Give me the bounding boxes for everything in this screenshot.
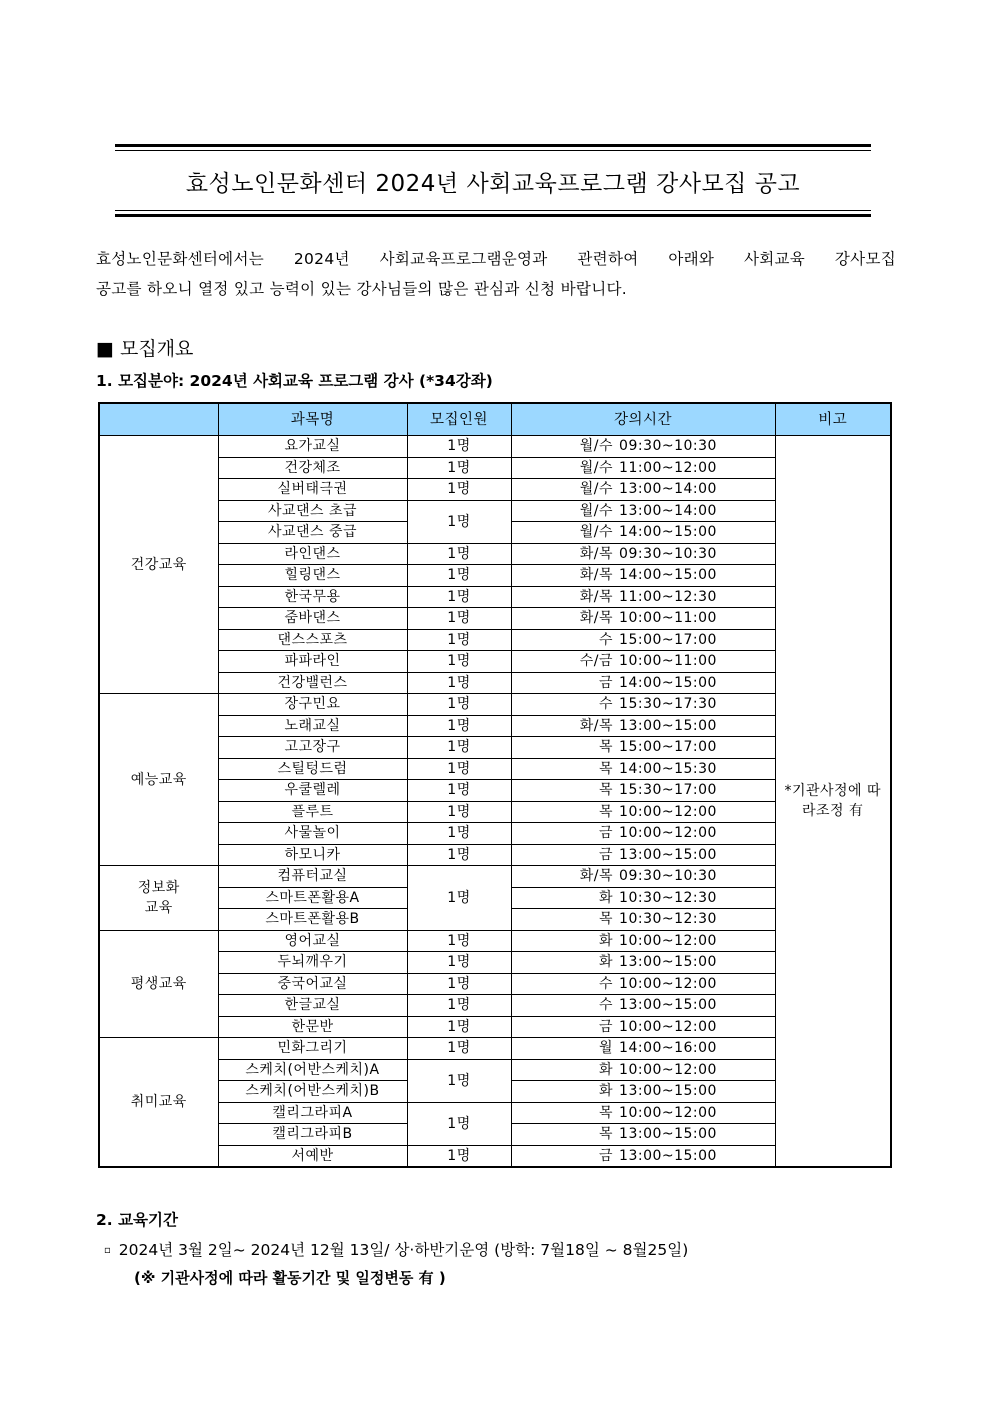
time-cell — [511, 1145, 775, 1167]
time-cell — [511, 1124, 775, 1146]
header-count: 모집인원 — [407, 403, 511, 436]
subject-cell: 스케치(어반스케치)A — [218, 1059, 407, 1081]
subject-cell: 힐링댄스 — [218, 565, 407, 587]
subject-cell: 하모니카 — [218, 844, 407, 866]
count-cell: 1명 — [407, 479, 511, 501]
subject-cell: 중국어교실 — [218, 973, 407, 995]
subject-cell: 민화그리기 — [218, 1038, 407, 1060]
time-day: 월/수 — [579, 481, 614, 498]
time-range: 10:30~12:30 — [619, 889, 717, 906]
count-cell: 1명 — [407, 844, 511, 866]
time-day: 목 — [599, 1104, 614, 1121]
count-cell: 1명 — [407, 608, 511, 630]
count-cell: 1명 — [407, 952, 511, 974]
time-day: 수/금 — [579, 653, 614, 670]
subject-cell: 스틸텅드럼 — [218, 758, 407, 780]
time-cell — [511, 909, 775, 931]
time-day: 금 — [599, 674, 614, 691]
header-note: 비고 — [775, 403, 891, 436]
subject-cell: 스마트폰활용B — [218, 909, 407, 931]
subject-cell: 스케치(어반스케치)B — [218, 1081, 407, 1103]
subject-cell: 캘리그라피B — [218, 1124, 407, 1146]
time-day: 목 — [599, 739, 614, 756]
time-day: 금 — [599, 825, 614, 842]
table-row — [99, 565, 891, 587]
category-cell: 건강교육 — [99, 436, 218, 694]
time-day: 수 — [599, 631, 614, 648]
subject-cell: 사교댄스 초급 — [218, 500, 407, 522]
subject-cell: 영어교실 — [218, 930, 407, 952]
subject-cell: 서예반 — [218, 1145, 407, 1167]
table-row — [99, 1145, 891, 1167]
subject-cell: 캘리그라피A — [218, 1102, 407, 1124]
category-cell: 평생교육 — [99, 930, 218, 1038]
time-range: 15:30~17:00 — [619, 782, 717, 799]
count-cell: 1명 — [407, 1059, 511, 1102]
time-cell — [511, 973, 775, 995]
time-cell — [511, 565, 775, 587]
table-row — [99, 930, 891, 952]
time-cell — [511, 436, 775, 458]
count-cell: 1명 — [407, 500, 511, 543]
time-range: 10:00~12:00 — [619, 932, 717, 949]
time-day: 화 — [599, 1061, 614, 1078]
time-day: 월/수 — [579, 524, 614, 541]
count-cell: 1명 — [407, 1102, 511, 1145]
time-range: 10:00~12:00 — [619, 1061, 717, 1078]
subject-cell: 건강체조 — [218, 457, 407, 479]
time-day: 금 — [599, 1018, 614, 1035]
subject-cell: 컴퓨터교실 — [218, 866, 407, 888]
table-row — [99, 457, 891, 479]
time-cell — [511, 1016, 775, 1038]
subject-cell: 사교댄스 중급 — [218, 522, 407, 544]
table-row — [99, 758, 891, 780]
time-range: 13:00~14:00 — [619, 502, 717, 519]
subject-cell: 댄스스포츠 — [218, 629, 407, 651]
subject-cell: 우쿨렐레 — [218, 780, 407, 802]
time-day: 수 — [599, 696, 614, 713]
time-range: 11:00~12:30 — [619, 588, 717, 605]
time-cell — [511, 715, 775, 737]
time-range: 13:00~15:00 — [619, 954, 717, 971]
time-cell — [511, 995, 775, 1017]
intro-line-2: 공고를 하오니 열정 있고 능력이 있는 강사님들의 많은 관심과 신청 바랍니다. — [96, 280, 627, 298]
table-row — [99, 500, 891, 522]
title-rule-top-thin — [115, 150, 871, 151]
subject-cell: 두뇌깨우기 — [218, 952, 407, 974]
schedule-table — [98, 402, 892, 1168]
time-cell — [511, 608, 775, 630]
time-range: 14:00~15:30 — [619, 760, 717, 777]
time-day: 금 — [599, 846, 614, 863]
subject-cell: 실버태극권 — [218, 479, 407, 501]
subject-cell: 건강밸런스 — [218, 672, 407, 694]
count-cell: 1명 — [407, 737, 511, 759]
time-day: 월/수 — [579, 438, 614, 455]
table-row — [99, 844, 891, 866]
time-range: 13:00~15:00 — [619, 717, 717, 734]
time-cell — [511, 758, 775, 780]
time-range: 14:00~16:00 — [619, 1040, 717, 1057]
time-range: 09:30~10:30 — [619, 868, 717, 885]
period-heading: 2. 교육기간 — [96, 1211, 178, 1229]
title-rule-bottom-thin — [115, 210, 871, 211]
table-row — [99, 1059, 891, 1081]
table-row — [99, 995, 891, 1017]
time-range: 13:00~15:00 — [619, 846, 717, 863]
table-row — [99, 1038, 891, 1060]
table-row — [99, 973, 891, 995]
category-cell: 정보화 교육 — [99, 866, 218, 931]
period-notice: (※ 기관사정에 따라 활동기간 및 일정변동 有 ) — [134, 1269, 446, 1287]
time-day: 목 — [599, 803, 614, 820]
time-range: 13:00~14:00 — [619, 481, 717, 498]
count-cell: 1명 — [407, 780, 511, 802]
square-bullet-icon: ■ — [96, 338, 114, 360]
time-day: 수 — [599, 997, 614, 1014]
time-range: 10:30~12:30 — [619, 911, 717, 928]
section-title: 모집개요 — [120, 338, 194, 360]
subject-cell: 고고장구 — [218, 737, 407, 759]
table-row — [99, 1016, 891, 1038]
time-cell — [511, 1102, 775, 1124]
count-cell: 1명 — [407, 930, 511, 952]
time-range: 09:30~10:30 — [619, 438, 717, 455]
count-cell: 1명 — [407, 1016, 511, 1038]
time-range: 09:30~10:30 — [619, 545, 717, 562]
table-row — [99, 436, 891, 458]
time-day: 화/목 — [579, 588, 614, 605]
count-cell: 1명 — [407, 543, 511, 565]
table-row — [99, 866, 891, 888]
table-row — [99, 737, 891, 759]
table-row — [99, 715, 891, 737]
table-row — [99, 651, 891, 673]
time-cell — [511, 801, 775, 823]
time-range: 15:00~17:00 — [619, 631, 717, 648]
page-title: 효성노인문화센터 2024년 사회교육프로그램 강사모집 공고 — [185, 171, 801, 197]
time-cell — [511, 672, 775, 694]
count-cell: 1명 — [407, 565, 511, 587]
time-cell — [511, 952, 775, 974]
period-line — [104, 1238, 688, 1260]
subject-cell: 줌바댄스 — [218, 608, 407, 630]
subject-cell: 한글교실 — [218, 995, 407, 1017]
table-row — [99, 543, 891, 565]
time-range: 15:30~17:30 — [619, 696, 717, 713]
time-day: 화 — [599, 889, 614, 906]
time-day: 화 — [599, 954, 614, 971]
time-range: 13:00~15:00 — [619, 997, 717, 1014]
time-cell — [511, 844, 775, 866]
time-day: 화/목 — [579, 610, 614, 627]
time-cell — [511, 780, 775, 802]
time-range: 10:00~11:00 — [619, 610, 717, 627]
subject-cell: 요가교실 — [218, 436, 407, 458]
time-day: 월 — [599, 1040, 614, 1057]
subject-cell: 노래교실 — [218, 715, 407, 737]
title-box — [115, 144, 871, 220]
time-range: 10:00~12:00 — [619, 1104, 717, 1121]
time-cell — [511, 1059, 775, 1081]
table-row — [99, 823, 891, 845]
table-row — [99, 801, 891, 823]
time-range: 14:00~15:00 — [619, 524, 717, 541]
time-day: 화 — [599, 1083, 614, 1100]
category-cell: 예능교육 — [99, 694, 218, 866]
count-cell: 1명 — [407, 1145, 511, 1167]
time-range: 10:00~12:00 — [619, 825, 717, 842]
count-cell: 1명 — [407, 651, 511, 673]
time-cell — [511, 457, 775, 479]
table-row — [99, 1102, 891, 1124]
time-range: 13:00~15:00 — [619, 1126, 717, 1143]
count-cell: 1명 — [407, 823, 511, 845]
time-range: 10:00~12:00 — [619, 803, 717, 820]
time-range: 10:00~11:00 — [619, 653, 717, 670]
subject-cell: 파파라인 — [218, 651, 407, 673]
time-range: 15:00~17:00 — [619, 739, 717, 756]
table-row — [99, 608, 891, 630]
count-cell: 1명 — [407, 715, 511, 737]
title-rule-top-thick — [115, 144, 871, 147]
time-day: 화/목 — [579, 545, 614, 562]
subject-cell: 장구민요 — [218, 694, 407, 716]
time-cell — [511, 930, 775, 952]
time-day: 목 — [599, 911, 614, 928]
count-cell: 1명 — [407, 866, 511, 931]
count-cell: 1명 — [407, 586, 511, 608]
time-cell — [511, 887, 775, 909]
time-day: 월/수 — [579, 502, 614, 519]
count-cell: 1명 — [407, 629, 511, 651]
count-cell: 1명 — [407, 973, 511, 995]
table-row — [99, 672, 891, 694]
small-square-bullet-icon: ▫ — [104, 1245, 111, 1256]
table-row — [99, 694, 891, 716]
time-cell — [511, 629, 775, 651]
time-day: 목 — [599, 782, 614, 799]
count-cell: 1명 — [407, 1038, 511, 1060]
count-cell: 1명 — [407, 995, 511, 1017]
time-cell — [511, 522, 775, 544]
time-cell — [511, 586, 775, 608]
header-category — [99, 403, 218, 436]
time-range: 14:00~15:00 — [619, 567, 717, 584]
time-cell — [511, 651, 775, 673]
header-subject: 과목명 — [218, 403, 407, 436]
time-cell — [511, 1081, 775, 1103]
time-day: 화 — [599, 932, 614, 949]
subject-cell: 한국무용 — [218, 586, 407, 608]
subject-cell: 사물놀이 — [218, 823, 407, 845]
count-cell: 1명 — [407, 694, 511, 716]
intro-line-1: 효성노인문화센터에서는 2024년 사회교육프로그램운영과 관련하여 아래와 사회교육 강사모집 — [96, 250, 896, 268]
time-day: 월/수 — [579, 459, 614, 476]
table-row — [99, 780, 891, 802]
count-cell: 1명 — [407, 436, 511, 458]
section-heading — [96, 334, 193, 361]
count-cell: 1명 — [407, 758, 511, 780]
time-range: 13:00~15:00 — [619, 1147, 717, 1164]
time-range: 10:00~12:00 — [619, 1018, 717, 1035]
subject-cell: 플루트 — [218, 801, 407, 823]
header-time: 강의시간 — [511, 403, 775, 436]
title-rule-bottom-thick — [115, 214, 871, 217]
time-day: 화/목 — [579, 567, 614, 584]
time-range: 11:00~12:00 — [619, 459, 717, 476]
subject-cell: 스마트폰활용A — [218, 887, 407, 909]
table-body — [99, 436, 891, 1168]
time-day: 수 — [599, 975, 614, 992]
category-cell: 취미교육 — [99, 1038, 218, 1168]
time-range: 14:00~15:00 — [619, 674, 717, 691]
period-text: 2024년 3월 2일~ 2024년 12월 13일/ 상·하반기운영 (방학: 7월18일 ~ 8월25일) — [118, 1241, 689, 1259]
table-header-row — [99, 403, 891, 436]
table-row — [99, 629, 891, 651]
count-cell: 1명 — [407, 457, 511, 479]
subject-cell: 라인댄스 — [218, 543, 407, 565]
time-day: 금 — [599, 1147, 614, 1164]
time-day: 목 — [599, 760, 614, 777]
time-cell — [511, 479, 775, 501]
time-cell — [511, 543, 775, 565]
time-cell — [511, 1038, 775, 1060]
time-cell — [511, 866, 775, 888]
time-cell — [511, 500, 775, 522]
recruit-field-heading: 1. 모집분야: 2024년 사회교육 프로그램 강사 (*34강좌) — [96, 372, 493, 390]
table-row — [99, 952, 891, 974]
table-row — [99, 586, 891, 608]
time-range: 13:00~15:00 — [619, 1083, 717, 1100]
note-cell: *기관사정에 따라조정 有 — [775, 436, 891, 1168]
count-cell: 1명 — [407, 672, 511, 694]
time-cell — [511, 737, 775, 759]
count-cell: 1명 — [407, 801, 511, 823]
subject-cell: 한문반 — [218, 1016, 407, 1038]
time-cell — [511, 823, 775, 845]
time-day: 목 — [599, 1126, 614, 1143]
time-day: 화/목 — [579, 868, 614, 885]
time-range: 10:00~12:00 — [619, 975, 717, 992]
time-day: 화/목 — [579, 717, 614, 734]
time-cell — [511, 694, 775, 716]
table-row — [99, 479, 891, 501]
